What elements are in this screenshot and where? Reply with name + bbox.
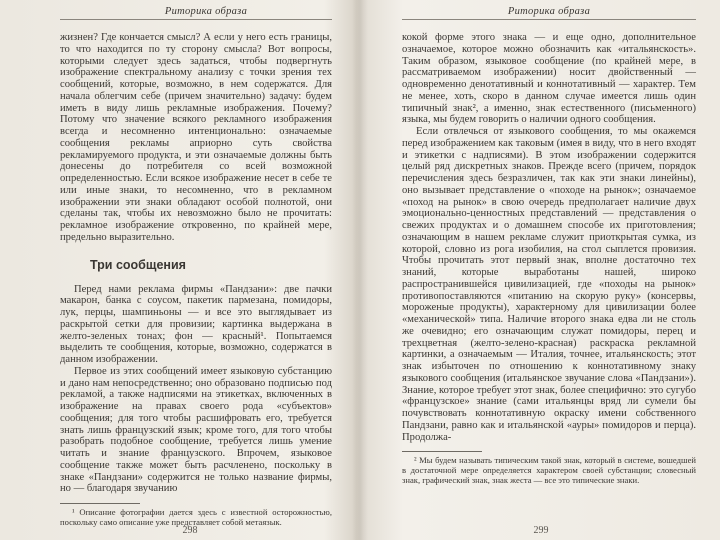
right-running-head: Риторика образа	[402, 6, 696, 20]
footnote-rule	[402, 451, 482, 452]
right-paragraph: кокой форме этого знака — и еще одно, дополнительное означаемое, которое можно обозначить как «итальянскость». Таким образом, языковое сообщение (по крайней мере, в рассматриваемом изображении) носит двойственный — одновременно денотативный и коннотативный — характер. Тем не менее, хоть, скоро в данном случае имеется лишь один типичный знак², а именно, знак естественного (письменного) языка, мы будем говорить о наличии одного сообщения.	[402, 32, 696, 126]
right-footnote: ² Мы будем называть типическим такой знак, который в системе, вошедшей в достаточной мере определяется характером своей субстанции; словесный знак, графический знак, знак жеста — все это типические знаки.	[402, 455, 696, 486]
left-page-number: 298	[182, 525, 198, 536]
left-footnote: ¹ Описание фотографии дается здесь с известной осторожностью, поскольку само описание уже представляет собой метаязык.	[60, 507, 332, 527]
footnote-rule	[60, 503, 140, 504]
section-title: Три сообщения	[90, 257, 186, 272]
left-running-head: Риторика образа	[60, 6, 332, 20]
left-paragraph: Перед нами реклама фирмы «Пандзани»: две пачки макарон, банка с соусом, пакетик пармезана, помидоры, лук, перцы, шампиньоны — и все это выглядывает из раскрытой сетки для провизии; картинка выдержана в желто-зеленых тонах; фон — красный¹. Попытаемся выделить те сообщения, которые, возможно, содержатся в данном изображении.	[60, 283, 332, 365]
right-page-number: 299	[533, 525, 549, 536]
left-paragraph: Первое из этих сообщений имеет языковую субстанцию и дано нам непосредственно; оно образовано подписью под рекламой, а также надписями на этикетках, включенных в изображение на правах своего рода «субъектов» сообщения; для того чтобы расшифровать его, требуется знать лишь французский язык; кроме того, для того чтобы разобрать подобное сообщение, требуется лишь умение читать и знание французского. Впрочем, языковое сообщение также может быть расчленено, поскольку в знаке «Пандзани» содержится не только название фирмы, но — благодаря звучанию	[60, 365, 332, 495]
right-paragraph: Если отвлечься от языкового сообщения, то мы окажемся перед изображением как таковым (имея в виду, что в него входят и этикетки с надписями). В этом изображении содержится целый ряд дискретных знаков. Прежде всего (причем, порядок перечисления здесь безразличен, так как эти знаки линейны), оно вызывает представление о «походе на рынок»; означаемое «поход на рынок» в свою очередь предполагает наличие двух эмоционально-ценностных представлений — представления о свежих продуктах и о домашнем способе их приготовления; означающим в нашем рекламе служит приоткрытая сумка, из которой, словно из рога изобилия, на стол сыплется провизия. Чтобы прочитать этот первый знак, вполне достаточно тех знаний, которые выработаны нашей, широко распространившейся цивилизацией, где «походы на рынок» противопоставляются «питанию на скорую руку» (консервы, мороженые продукты), характерному для цивилизации более «механической» типа. Наличие второго знака едва ли не столь же очевидно; его означающим служат помидоры, перец и трехцветная (желто-зелено-красная) раскраска рекламной картинки, а означаемым — Италия, точнее, итальянскость; этот знак избыточен по отношению к коннотативному знаку языкового сообщения (итальянское звучание слова «Пандзани»). Знание, которое требует этот знак, более специфично: это сугубо «французское» знание (сами итальянцы вряд ли сумели бы почувствовать коннотативную окраску имени собственного Пандзани, равно как и итальянской «ауры» помидоров и перца). Продолжа-	[402, 126, 696, 443]
right-text-block	[402, 32, 696, 443]
left-paragraph: жизнен? Где кончается смысл? А если у него есть границы, то что находится по ту сторону смысла? Вот вопросы, которыми следует здесь задаться, чтобы подвергнуть изображение спектральному анализу с точки зрения тех сообщений, которые, возможно, в нем содержатся. Для начала облегчим себе (причем значительно) задачу: будем иметь в виду лишь рекламные изображения. Почему? Потому что значение всякого рекламного изображения всегда и несомненно интенционально: означаемые сообщения рекламы априорно суть свойства рекламируемого продукта, и эти означаемые должны быть донесены до потребителя со всей возможной определенностью. Если всякое изображение несет в себе те или иные знаки, то несомненно, что в рекламном изображении эти знаки обладают особой полнотой, они сделаны так, чтобы их невозможно было не прочитать: рекламное изображение откровенно, по крайней мере, предельно выразительно.	[60, 32, 332, 243]
right-page	[362, 0, 720, 540]
left-text-block	[60, 32, 332, 495]
